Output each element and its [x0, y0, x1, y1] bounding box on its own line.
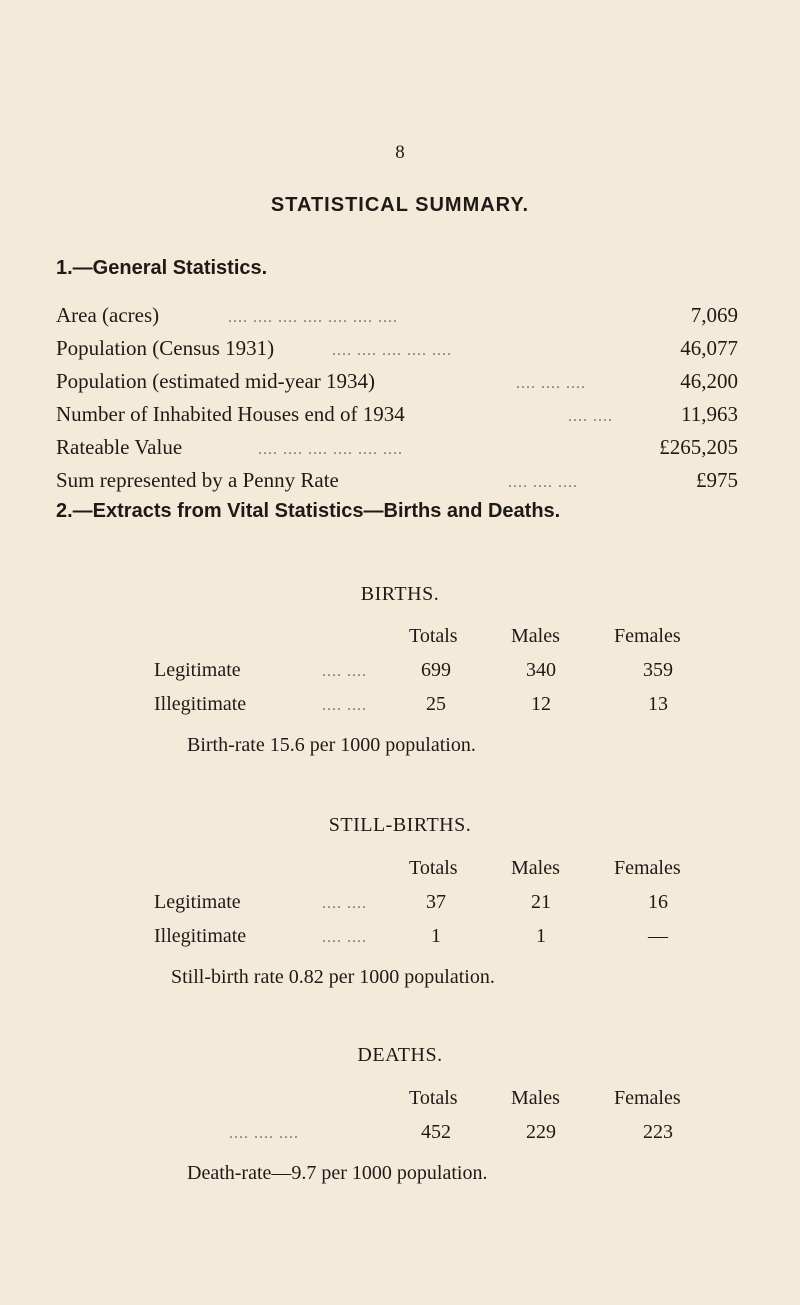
cell-males: 229: [526, 1121, 556, 1143]
stat-label: Population (Census 1931): [56, 336, 275, 360]
deaths-title: DEATHS.: [357, 1044, 443, 1066]
section-heading-general: 1.—General Statistics.: [56, 257, 268, 279]
cell-totals: 25: [426, 693, 446, 715]
cell-females: 359: [643, 659, 673, 681]
stat-label: Sum represented by a Penny Rate: [56, 468, 339, 492]
page-title: STATISTICAL SUMMARY.: [270, 194, 530, 216]
row-label: Illegitimate: [154, 693, 247, 715]
stat-label: Number of Inhabited Houses end of 1934: [56, 402, 405, 426]
column-header-totals: Totals: [409, 857, 458, 879]
leader-dots: .... ....: [322, 663, 367, 680]
section-heading-vital: 2.—Extracts from Vital Statistics—Births and Deaths.: [56, 500, 561, 522]
still-birth-rate: Still-birth rate 0.82 per 1000 population.: [171, 966, 495, 988]
row-label: Legitimate: [154, 891, 241, 913]
leader-dots: .... .... ....: [508, 474, 578, 491]
page-number: 8: [395, 142, 405, 163]
cell-females: 16: [648, 891, 668, 913]
column-header-totals: Totals: [409, 625, 458, 647]
leader-dots: .... ....: [568, 408, 613, 425]
row-label: Illegitimate: [154, 925, 247, 947]
cell-males: 12: [531, 693, 551, 715]
stat-label: Area (acres): [56, 303, 160, 327]
cell-totals: 699: [421, 659, 451, 681]
stat-value: 11,963: [681, 402, 738, 426]
births-title: BIRTHS.: [360, 583, 440, 605]
cell-totals: 452: [421, 1121, 451, 1143]
leader-dots: .... ....: [322, 697, 367, 714]
cell-males: 1: [536, 925, 546, 947]
column-header-females: Females: [614, 857, 681, 879]
column-header-males: Males: [511, 1087, 560, 1109]
leader-dots: .... .... .... .... .... ....: [258, 441, 403, 458]
cell-females: —: [648, 925, 668, 947]
column-header-males: Males: [511, 857, 560, 879]
cell-males: 340: [526, 659, 556, 681]
death-rate: Death-rate—9.7 per 1000 population.: [187, 1162, 488, 1184]
stat-label: Rateable Value: [56, 435, 183, 459]
column-header-males: Males: [511, 625, 560, 647]
cell-males: 21: [531, 891, 551, 913]
stat-value: £975: [696, 468, 738, 492]
stat-value: 7,069: [690, 303, 738, 327]
stat-value: £265,205: [659, 435, 738, 459]
leader-dots: .... .... ....: [229, 1125, 299, 1142]
column-header-totals: Totals: [409, 1087, 458, 1109]
stat-value: 46,200: [680, 369, 738, 393]
cell-totals: 1: [431, 925, 441, 947]
still-births-title: STILL-BIRTHS.: [328, 814, 472, 836]
cell-totals: 37: [426, 891, 446, 913]
stat-label: Population (estimated mid-year 1934): [56, 369, 376, 393]
leader-dots: .... ....: [322, 895, 367, 912]
column-header-females: Females: [614, 1087, 681, 1109]
birth-rate: Birth-rate 15.6 per 1000 population.: [187, 734, 476, 756]
leader-dots: .... .... .... .... ....: [332, 342, 452, 359]
leader-dots: .... .... ....: [516, 375, 586, 392]
leader-dots: .... .... .... .... .... .... ....: [228, 309, 398, 326]
cell-females: 223: [643, 1121, 673, 1143]
stat-value: 46,077: [680, 336, 738, 360]
column-header-females: Females: [614, 625, 681, 647]
leader-dots: .... ....: [322, 929, 367, 946]
row-label: Legitimate: [154, 659, 241, 681]
cell-females: 13: [648, 693, 668, 715]
